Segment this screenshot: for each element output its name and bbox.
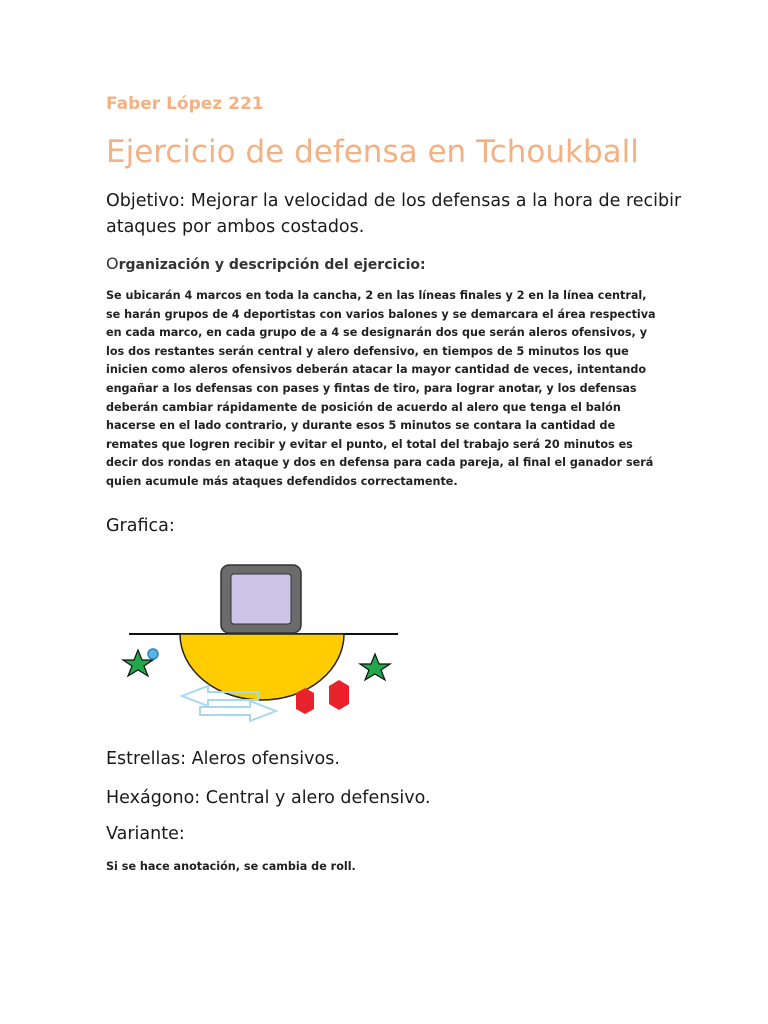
organization-description: Se ubicarán 4 marcos en toda la cancha, 2 en las líneas finales y 2 en la línea central, se harán grupos de 4 deportistas con varios balones y se demarcara el área respectiva en cada marco, en cada grupo de a 4 se designarán dos que serán aleros ofensivos, y los dos restantes serán central y alero defensivo, en tiempos de 5 minutos los que inicien como aleros ofensivos deberán atacar la mayor cantidad de veces, intentando engañar a los defensas con pases y fintas de tiro, para lograr anotar, y los defensas deberán cambiar rápidamente de posición de acuerdo al alero que tenga el balón hacerse en el lado contrario, y durante esos 5 minutos se contara la cantidad de remates que logren recibir y evitar el punto, el total del trabajo será 20 minutos es decir dos rondas en ataque y dos en defensa para cada pareja, al final el ganador será quien acumule más ataques defendidos correctamente.	[106, 289, 656, 488]
arrow-right-icon	[200, 701, 276, 721]
star-icon	[360, 654, 390, 680]
legend-hexagon: Hexágono: Central y alero defensivo.	[106, 788, 431, 808]
variante-text: Si se hace anotación, se cambia de roll.	[106, 860, 356, 873]
organization-heading	[106, 254, 426, 273]
ball-icon	[148, 649, 158, 659]
goal-area	[180, 634, 344, 700]
variante-label: Variante:	[106, 824, 185, 844]
frame-net	[231, 574, 291, 624]
hexagon-icon	[296, 688, 314, 714]
page-title: Ejercicio de defensa en Tchoukball	[106, 134, 639, 170]
organization-heading-rest: rganización y descripción del ejercicio:	[118, 257, 426, 273]
author-line: Faber López 221	[106, 94, 264, 114]
hexagon-icon	[329, 680, 349, 710]
objective-text: Objetivo: Mejorar la velocidad de los defensas a la hora de recibir ataques por ambos costados.	[106, 191, 682, 237]
grafica-label: Grafica:	[106, 516, 175, 536]
legend-stars: Estrellas: Aleros ofensivos.	[106, 749, 340, 769]
exercise-diagram	[110, 558, 410, 728]
organization-heading-initial: O	[106, 254, 119, 273]
